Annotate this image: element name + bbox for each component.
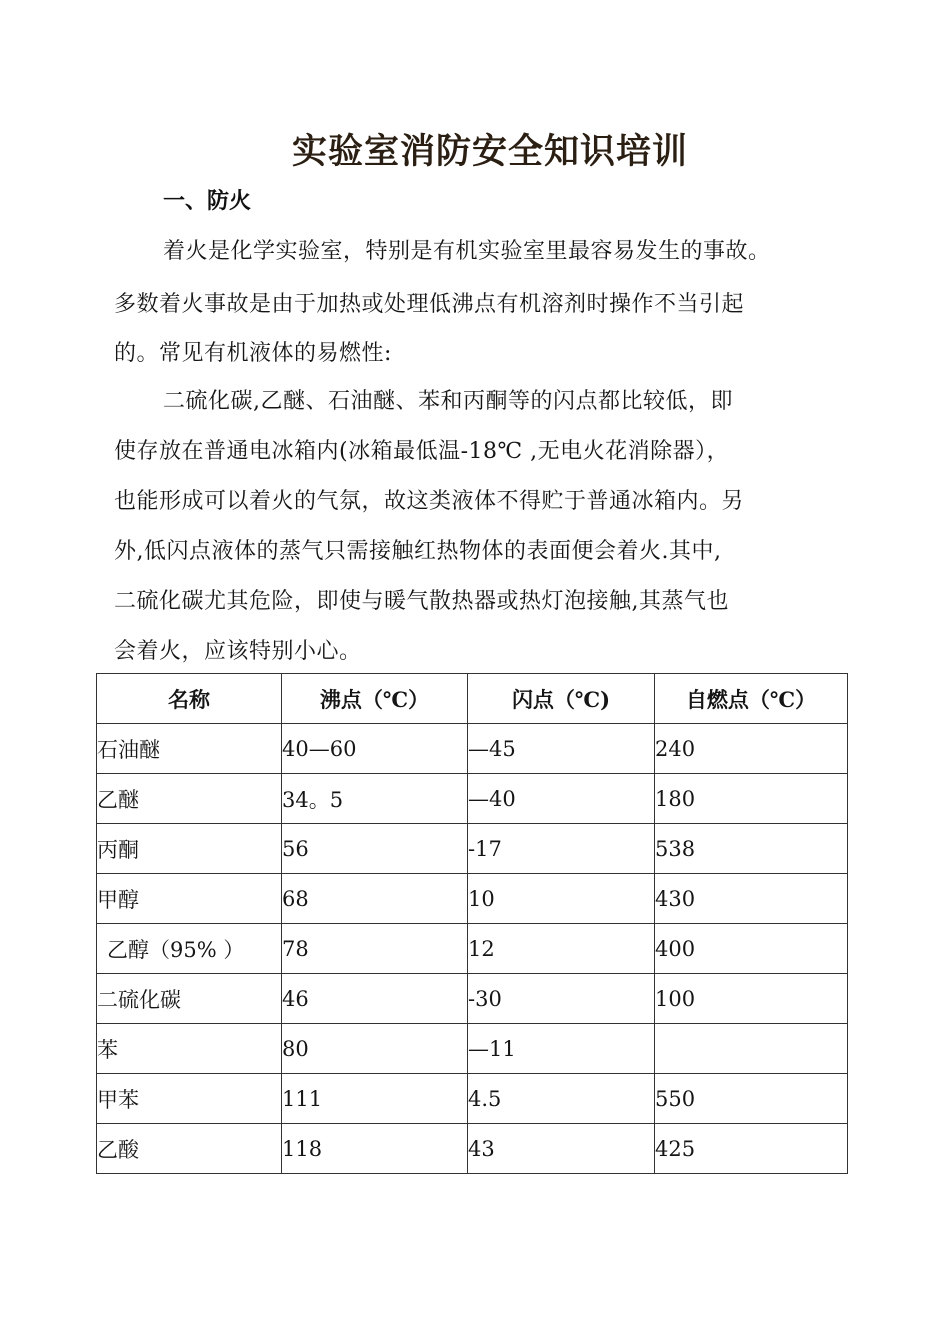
- cell-autoignition-point: 425: [655, 1124, 848, 1174]
- table-row: [97, 774, 848, 824]
- table-row: [97, 924, 848, 974]
- cell-boiling-point: 78: [282, 924, 468, 974]
- paragraph-line: 着火是化学实验室，特别是有机实验室里最容易发生的事故。: [163, 239, 771, 264]
- header-boiling-point: 沸点（℃）: [282, 674, 468, 724]
- cell-name: 石油醚: [97, 724, 282, 774]
- cell-flash-point: —45: [468, 724, 655, 774]
- paragraph-line: 的。常见有机液体的易燃性:: [114, 341, 392, 366]
- cell-autoignition-point: 550: [655, 1074, 848, 1124]
- header-flash-point: 闪点（℃): [468, 674, 655, 724]
- cell-name: 乙醚: [97, 774, 282, 824]
- paragraph-line: 使存放在普通电冰箱内(冰箱最低温-18℃ ,无电火花消除器），: [114, 439, 730, 464]
- cell-autoignition-point: 180: [655, 774, 848, 824]
- cell-name: 乙酸: [97, 1124, 282, 1174]
- cell-flash-point: -17: [468, 824, 655, 874]
- paragraph-line: 二硫化碳尤其危险，即使与暖气散热器或热灯泡接触,其蒸气也: [114, 589, 729, 614]
- cell-name: 苯: [97, 1024, 282, 1074]
- paragraph-line: 二硫化碳,乙醚、石油醚、苯和丙酮等的闪点都比较低，即: [163, 389, 733, 414]
- cell-name: 二硫化碳: [97, 974, 282, 1024]
- paragraph-line: 多数着火事故是由于加热或处理低沸点有机溶剂时操作不当引起: [114, 292, 745, 317]
- cell-autoignition-point: 538: [655, 824, 848, 874]
- cell-flash-point: -30: [468, 974, 655, 1024]
- cell-name: 丙酮: [97, 824, 282, 874]
- flammability-table: [96, 673, 848, 1174]
- paragraph-line: 外,低闪点液体的蒸气只需接触红热物体的表面便会着火.其中,: [114, 539, 722, 564]
- section-heading: 一、防火: [163, 188, 252, 214]
- cell-boiling-point: 40—60: [282, 724, 468, 774]
- cell-flash-point: —40: [468, 774, 655, 824]
- paragraph-line: 会着火，应该特别小心。: [114, 639, 362, 664]
- cell-autoignition-point: 400: [655, 924, 848, 974]
- table-header-row: [97, 674, 848, 724]
- cell-autoignition-point: [655, 1024, 848, 1074]
- cell-boiling-point: 68: [282, 874, 468, 924]
- cell-autoignition-point: 100: [655, 974, 848, 1024]
- cell-boiling-point: 56: [282, 824, 468, 874]
- header-name: 名称: [97, 674, 282, 724]
- table-row: [97, 1124, 848, 1174]
- cell-flash-point: —11: [468, 1024, 655, 1074]
- cell-boiling-point: 80: [282, 1024, 468, 1074]
- table-row: [97, 1024, 848, 1074]
- header-autoignition-point: 自燃点（℃）: [655, 674, 848, 724]
- cell-boiling-point: 46: [282, 974, 468, 1024]
- table-row: [97, 724, 848, 774]
- table-row: [97, 824, 848, 874]
- cell-flash-point: 12: [468, 924, 655, 974]
- cell-name: 乙醇（95% ）: [97, 924, 282, 974]
- table-row: [97, 874, 848, 924]
- table-row: [97, 974, 848, 1024]
- cell-boiling-point: 111: [282, 1074, 468, 1124]
- table-row: [97, 1074, 848, 1124]
- cell-flash-point: 43: [468, 1124, 655, 1174]
- cell-flash-point: 10: [468, 874, 655, 924]
- cell-autoignition-point: 240: [655, 724, 848, 774]
- cell-boiling-point: 34。5: [282, 774, 468, 824]
- cell-boiling-point: 118: [282, 1124, 468, 1174]
- cell-name: 甲醇: [97, 874, 282, 924]
- cell-autoignition-point: 430: [655, 874, 848, 924]
- paragraph-line: 也能形成可以着火的气氛，故这类液体不得贮于普通冰箱内。另: [114, 489, 745, 514]
- cell-name: 甲苯: [97, 1074, 282, 1124]
- page-title: 实验室消防安全知识培训: [291, 131, 688, 172]
- cell-flash-point: 4.5: [468, 1074, 655, 1124]
